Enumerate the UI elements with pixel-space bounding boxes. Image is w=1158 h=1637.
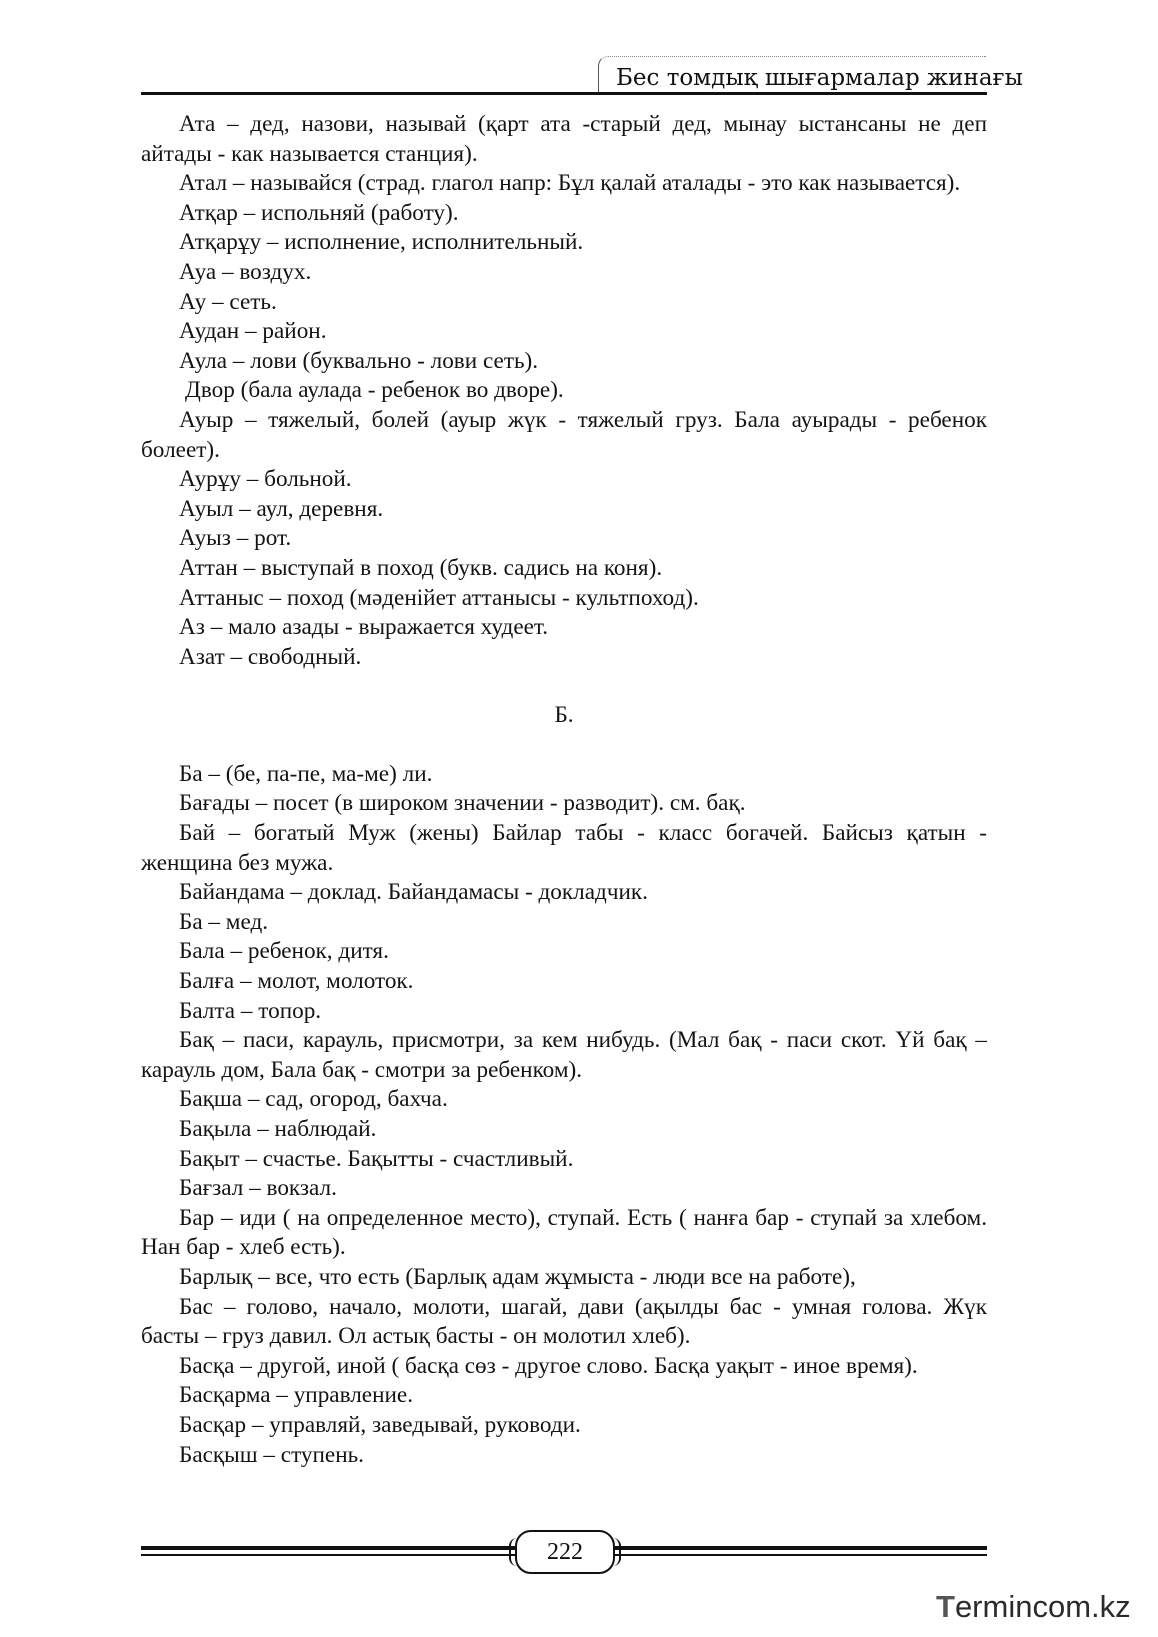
page-number: 222 bbox=[515, 1530, 615, 1574]
dictionary-entry: Ата – дед, назови, называй (қарт ата -старый дед, мынау ыстансаны не деп айтады - как называется станция). bbox=[141, 111, 987, 167]
dictionary-entry: Басқа – другой, иной ( басқа сөз - другое слово. Басқа уақыт - иное время). bbox=[179, 1352, 918, 1379]
dictionary-entry: Аудан – район. bbox=[179, 318, 327, 345]
dictionary-entry: Ба – мед. bbox=[179, 908, 269, 935]
header-rule bbox=[141, 92, 987, 95]
dictionary-entry: Бақша – сад, огород, бахча. bbox=[179, 1086, 448, 1113]
dictionary-entry: Аз – мало азады - выражается худеет. bbox=[179, 614, 549, 641]
dictionary-entry: Бай – богатый Муж (жены) Байлар табы - класс богачей. Байсыз қатын - женщина без мужа. bbox=[141, 820, 987, 876]
dictionary-entry: Бала – ребенок, дитя. bbox=[179, 938, 389, 965]
dictionary-entry: Ау – сеть. bbox=[179, 288, 277, 315]
section-heading-letter: Б. bbox=[554, 702, 574, 729]
dictionary-entry: Аурұу – больной. bbox=[179, 466, 352, 493]
dictionary-entry: Бақыла – наблюдай. bbox=[179, 1116, 377, 1142]
dictionary-entry: Азат – свободный. bbox=[179, 643, 362, 670]
dictionary-entry: Ауыр – тяжелый, болей (ауыр жүк - тяжелый груз. Бала ауырады - ребенок болеет). bbox=[141, 406, 987, 463]
watermark-text: ermincom.kz bbox=[954, 1589, 1131, 1624]
dictionary-entry: Атал – называйся (страд. глагол напр: Бұл қалай аталады - это как называется). bbox=[179, 170, 961, 197]
dictionary-entry: Балға – молот, молоток. bbox=[179, 968, 414, 995]
dictionary-entry: Ба – (бе, па-пе, ма-ме) ли. bbox=[179, 760, 433, 787]
watermark bbox=[936, 1585, 1139, 1629]
dictionary-entry: Аула – лови (буквально - лови сеть). bbox=[179, 347, 539, 374]
dictionary-entry: Байандама – доклад. Байандамасы - докладчик. bbox=[179, 879, 648, 906]
dictionary-entry: Балта – топор. bbox=[179, 997, 322, 1024]
dictionary-entry: Басқарма – управление. bbox=[179, 1382, 413, 1409]
dictionary-entry: Бас – голово, начало, молоти, шагай, дави (ақылды бас - умная голова. Жүк басты – груз давил. Ол астық басты - он молотил хлеб). bbox=[141, 1293, 987, 1350]
dictionary-entry: Бақыт – счастье. Бақытты - счастливый. bbox=[179, 1145, 574, 1172]
dictionary-entry: Басқыш – ступень. bbox=[179, 1441, 364, 1468]
watermark-initial: T bbox=[936, 1589, 955, 1624]
dictionary-entry: Атқарұу – исполнение, исполнительный. bbox=[179, 229, 584, 256]
dictionary-entry: Ауа – воздух. bbox=[179, 258, 312, 285]
dictionary-entry: Бар – иди ( на определенное место), ступай. Есть ( нанға бар - ступай за хлебом. Нан бар - хлеб есть). bbox=[141, 1204, 987, 1261]
dictionary-body bbox=[141, 110, 987, 1470]
dictionary-entry: Ауыз – рот. bbox=[179, 525, 292, 552]
dictionary-entry: Бағады – посет (в широком значении - разводит). см. бақ. bbox=[179, 790, 746, 817]
running-header-title: Бес томдық шығармалар жинағы bbox=[616, 65, 1023, 91]
dictionary-entry: Аттан – выступай в поход (букв. садись на коня). bbox=[179, 554, 663, 581]
dictionary-entry: Атқар – испольняй (работу). bbox=[179, 199, 459, 226]
dictionary-entry: Бақ – паси, карауль, присмотри, за кем нибудь. (Мал бақ - паси скот. Үй бақ – карауль дом, Бала бақ - смотри за ребенком). bbox=[141, 1027, 987, 1083]
dictionary-entry: Ауыл – аул, деревня. bbox=[179, 495, 384, 522]
dictionary-entry: Бағзал – вокзал. bbox=[179, 1175, 337, 1202]
dictionary-entry: Двор (бала аулада - ребенок во дворе). bbox=[185, 377, 564, 404]
dictionary-entry: Аттаныс – поход (мәденійет аттанысы - культпоход). bbox=[179, 584, 699, 611]
dictionary-entry: Барлық – все, что есть (Барлық адам жұмыста - люди все на работе), bbox=[179, 1263, 856, 1290]
dictionary-entry: Басқар – управляй, заведывай, руководи. bbox=[179, 1411, 581, 1438]
